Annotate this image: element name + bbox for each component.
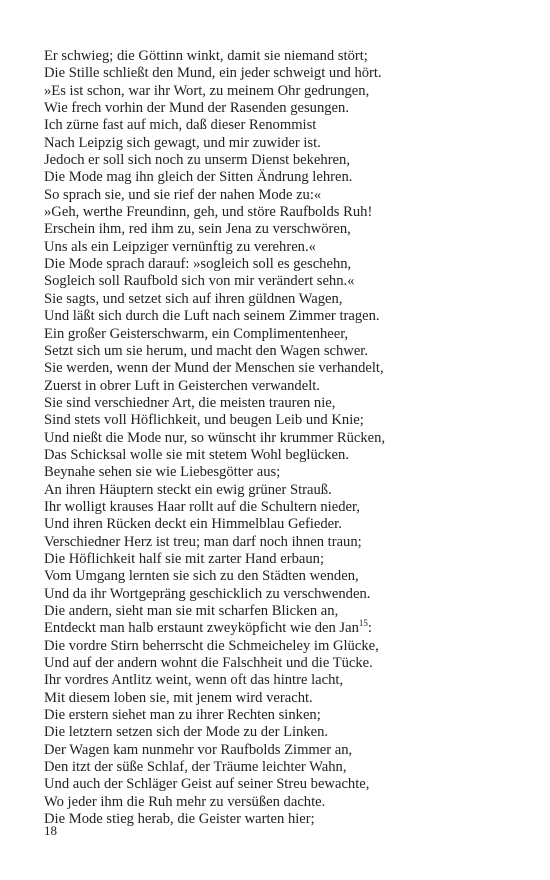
poem-line: Und läßt sich durch die Luft nach seinem Zimmer tragen. <box>44 308 380 325</box>
poem-line: Wo jeder ihm die Ruh mehr zu versüßen dachte. <box>44 793 326 810</box>
page-number: 18 <box>44 823 57 838</box>
poem-line: Der Wagen kam nunmehr vor Raufbolds Zimmer an, <box>44 741 353 758</box>
poem-line: Die Höflichkeit half sie mit zarter Hand erbaun; <box>44 550 325 567</box>
poem-line: »Geh, werthe Freundinn, geh, und störe Raufbolds Ruh! <box>44 204 373 221</box>
poem-line: Setzt sich um sie herum, und macht den Wagen schwer. <box>44 342 368 359</box>
poem-line: Sind stets voll Höflichkeit, und beugen Leib und Knie; <box>44 412 364 429</box>
poem-line: Und auf der andern wohnt die Falschheit und die Tücke. <box>44 655 373 672</box>
poem-line: Die letztern setzen sich der Mode zu der Linken. <box>44 724 329 741</box>
poem-line: Ich zürne fast auf mich, daß dieser Renommist <box>44 117 317 134</box>
poem-line: Erschein ihm, red ihm zu, sein Jena zu verschwören, <box>44 221 351 238</box>
poem-line: Vom Umgang lernten sie sich zu den Städten wenden, <box>44 568 359 585</box>
poem-line: Und nießt die Mode nur, so wünscht ihr krummer Rücken, <box>44 429 386 446</box>
poem-line: Beynahe sehen sie wie Liebesgötter aus; <box>44 464 281 481</box>
poem-line: Die Mode sprach darauf: »sogleich soll es geschehn, <box>44 256 352 273</box>
poem-line: Die Stille schließt den Mund, ein jeder schweigt und hört. <box>44 65 382 82</box>
poem-line: So sprach sie, und sie rief der nahen Mode zu:« <box>44 186 322 203</box>
poem-line: Sie werden, wenn der Mund der Menschen sie verhandelt, <box>44 360 384 377</box>
poem-line: Sie sagts, und setzet sich auf ihren güldnen Wagen, <box>44 290 343 307</box>
poem-line: Und da ihr Wortgepräng geschicklich zu verschwenden. <box>44 585 371 602</box>
poem-line: Die Mode stieg herab, die Geister warten hier; <box>44 811 315 828</box>
poem-line: Die Mode mag ihn gleich der Sitten Ändrung lehren. <box>44 169 353 186</box>
poem-line: Den itzt der süße Schlaf, der Träume leichter Wahn, <box>44 759 347 776</box>
poem-line: Er schwieg; die Göttinn winkt, damit sie niemand stört; <box>44 48 368 64</box>
poem-line: Verschiedner Herz ist treu; man darf noch ihnen traun; <box>44 533 362 550</box>
poem-line: Die erstern siehet man zu ihrer Rechten sinken; <box>44 707 321 724</box>
poem-line: An ihren Häuptern steckt ein ewig grüner Strauß. <box>44 481 332 498</box>
poem-line: Ihr vordres Antlitz weint, wenn oft das hintre lacht, <box>44 672 344 689</box>
poem-line: Sogleich soll Raufbold sich von mir verändert sehn.« <box>44 273 355 290</box>
footnote-marker: 15 <box>358 618 368 629</box>
poem-line: Ein großer Geisterschwarm, ein Complimentenheer, <box>44 325 349 342</box>
poem-line: Uns als ein Leipziger vernünftig zu verehren.« <box>44 238 316 255</box>
poem-line: Und ihren Rücken deckt ein Himmelblau Gefieder. <box>44 516 342 533</box>
poem-line: Wie frech vorhin der Mund der Rasenden gesungen. <box>44 100 349 117</box>
poem-line-text: Entdeckt man halb erstaunt zweyköpficht wie den Jan <box>44 620 359 637</box>
poem-line: Sie sind verschiedner Art, die meisten trauren nie, <box>44 394 336 411</box>
poem-line: Die andern, sieht man sie mit scharfen Blicken an, <box>44 603 339 619</box>
poem-line: »Es ist schon, war ihr Wort, zu meinem Ohr gedrungen, <box>44 82 370 99</box>
poem-line: Und auch der Schläger Geist auf seiner Streu bewachte, <box>44 776 370 793</box>
poem-line: Jedoch er soll sich noch zu unserm Dienst bekehren, <box>44 152 350 169</box>
poem-line: Zuerst in obrer Luft in Geisterchen verwandelt. <box>44 377 320 394</box>
poem-line: Nach Leipzig sich gewagt, und mir zuwider ist. <box>44 134 321 151</box>
poem-line: Die vordre Stirn beherrscht die Schmeicheley im Glücke, <box>44 637 379 654</box>
poem-text <box>44 48 514 828</box>
poem-line: Mit diesem loben sie, mit jenem wird veracht. <box>44 689 313 706</box>
poem-line-with-footnote: Entdeckt man halb erstaunt zweyköpficht wie den Jan$^{15}$: <box>44 618 372 637</box>
poem-line: Das Schicksal wolle sie mit stetem Wohl beglücken. <box>44 446 349 463</box>
poem-line: Ihr wolligt krauses Haar rollt auf die Schultern nieder, <box>44 498 360 515</box>
